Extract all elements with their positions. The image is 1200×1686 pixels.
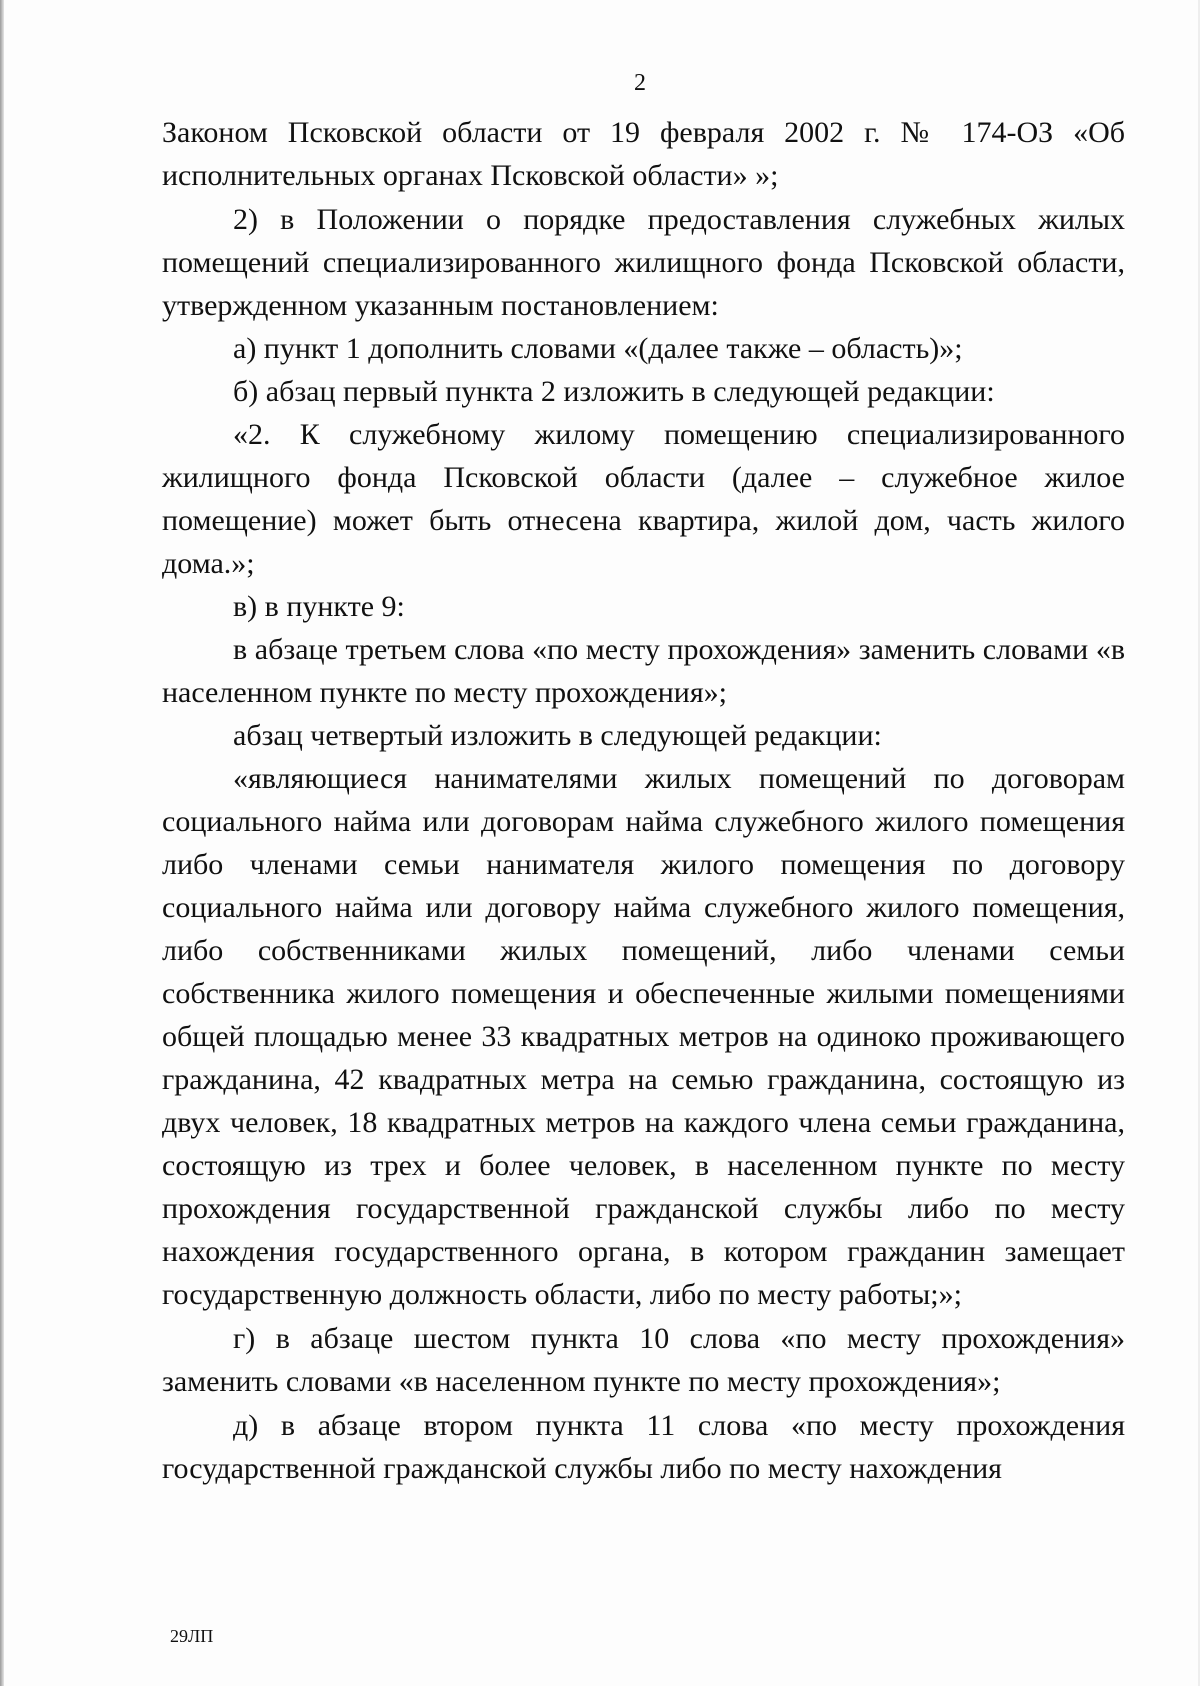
paragraph-item-2: 2) в Положении о порядке предоставления служебных жилых помещений специализированного жилищного фонда Псковской области, утвержденном указанным постановлением: bbox=[162, 203, 1125, 322]
paragraph-quote-2: «2. К служебному жилому помещению специализированного жилищного фонда Псковской области (далее – служебное жилое помещение) может быть отнесена квартира, жилой дом, часть жилого дома.»; bbox=[162, 418, 1125, 580]
paragraph-item-v: в) в пункте 9: bbox=[233, 590, 405, 623]
page-number: 2 bbox=[634, 70, 646, 96]
paragraph-fourth-abzac: абзац четвертый изложить в следующей редакции: bbox=[233, 719, 882, 752]
paragraph-item-g: г) в абзаце шестом пункта 10 слова «по месту прохождения» заменить словами «в населенном пункте по месту прохождения»; bbox=[162, 1322, 1125, 1398]
paragraph-item-d: д) в абзаце втором пункта 11 слова «по месту прохождения государственной гражданской службы либо по месту нахождения bbox=[162, 1409, 1125, 1485]
document-body bbox=[162, 111, 1125, 1490]
scan-edge-left bbox=[0, 0, 4, 1686]
paragraph-law-reference: Законом Псковской области от 19 февраля 2002 г. № 174-ОЗ «Об исполнительных органах Псковской области» »; bbox=[162, 116, 1125, 192]
paragraph-item-a: а) пункт 1 дополнить словами «(далее также – область)»; bbox=[233, 332, 963, 365]
paragraph-quote-residents: «являющиеся нанимателями жилых помещений по договорам социального найма или договорам найма служебного жилого помещения либо членами семьи нанимателя жилого помещения по договору социального найма или договору найма служебного жилого помещения, либо собственниками жилых помещений, либо членами семьи собственника жилого помещения и обеспеченные жилыми помещениями общей площадью менее 33 квадратных метров на одиноко проживающего гражданина, 42 квадратных метра на семью гражданина, состоящую из двух человек, 18 квадратных метров на каждого члена семьи гражданина, состоящую из трех и более человек, в населенном пункте по месту прохождения государственной гражданской службы либо по месту нахождения государственного органа, в котором гражданин замещает государственную должность области, либо по месту работы;»; bbox=[162, 762, 1125, 1311]
paragraph-item-b: б) абзац первый пункта 2 изложить в следующей редакции: bbox=[233, 375, 995, 408]
paragraph-third-abzac: в абзаце третьем слова «по месту прохождения» заменить словами «в населенном пункте по месту прохождения»; bbox=[162, 633, 1125, 709]
footer-document-code: 29ЛП bbox=[170, 1626, 214, 1646]
